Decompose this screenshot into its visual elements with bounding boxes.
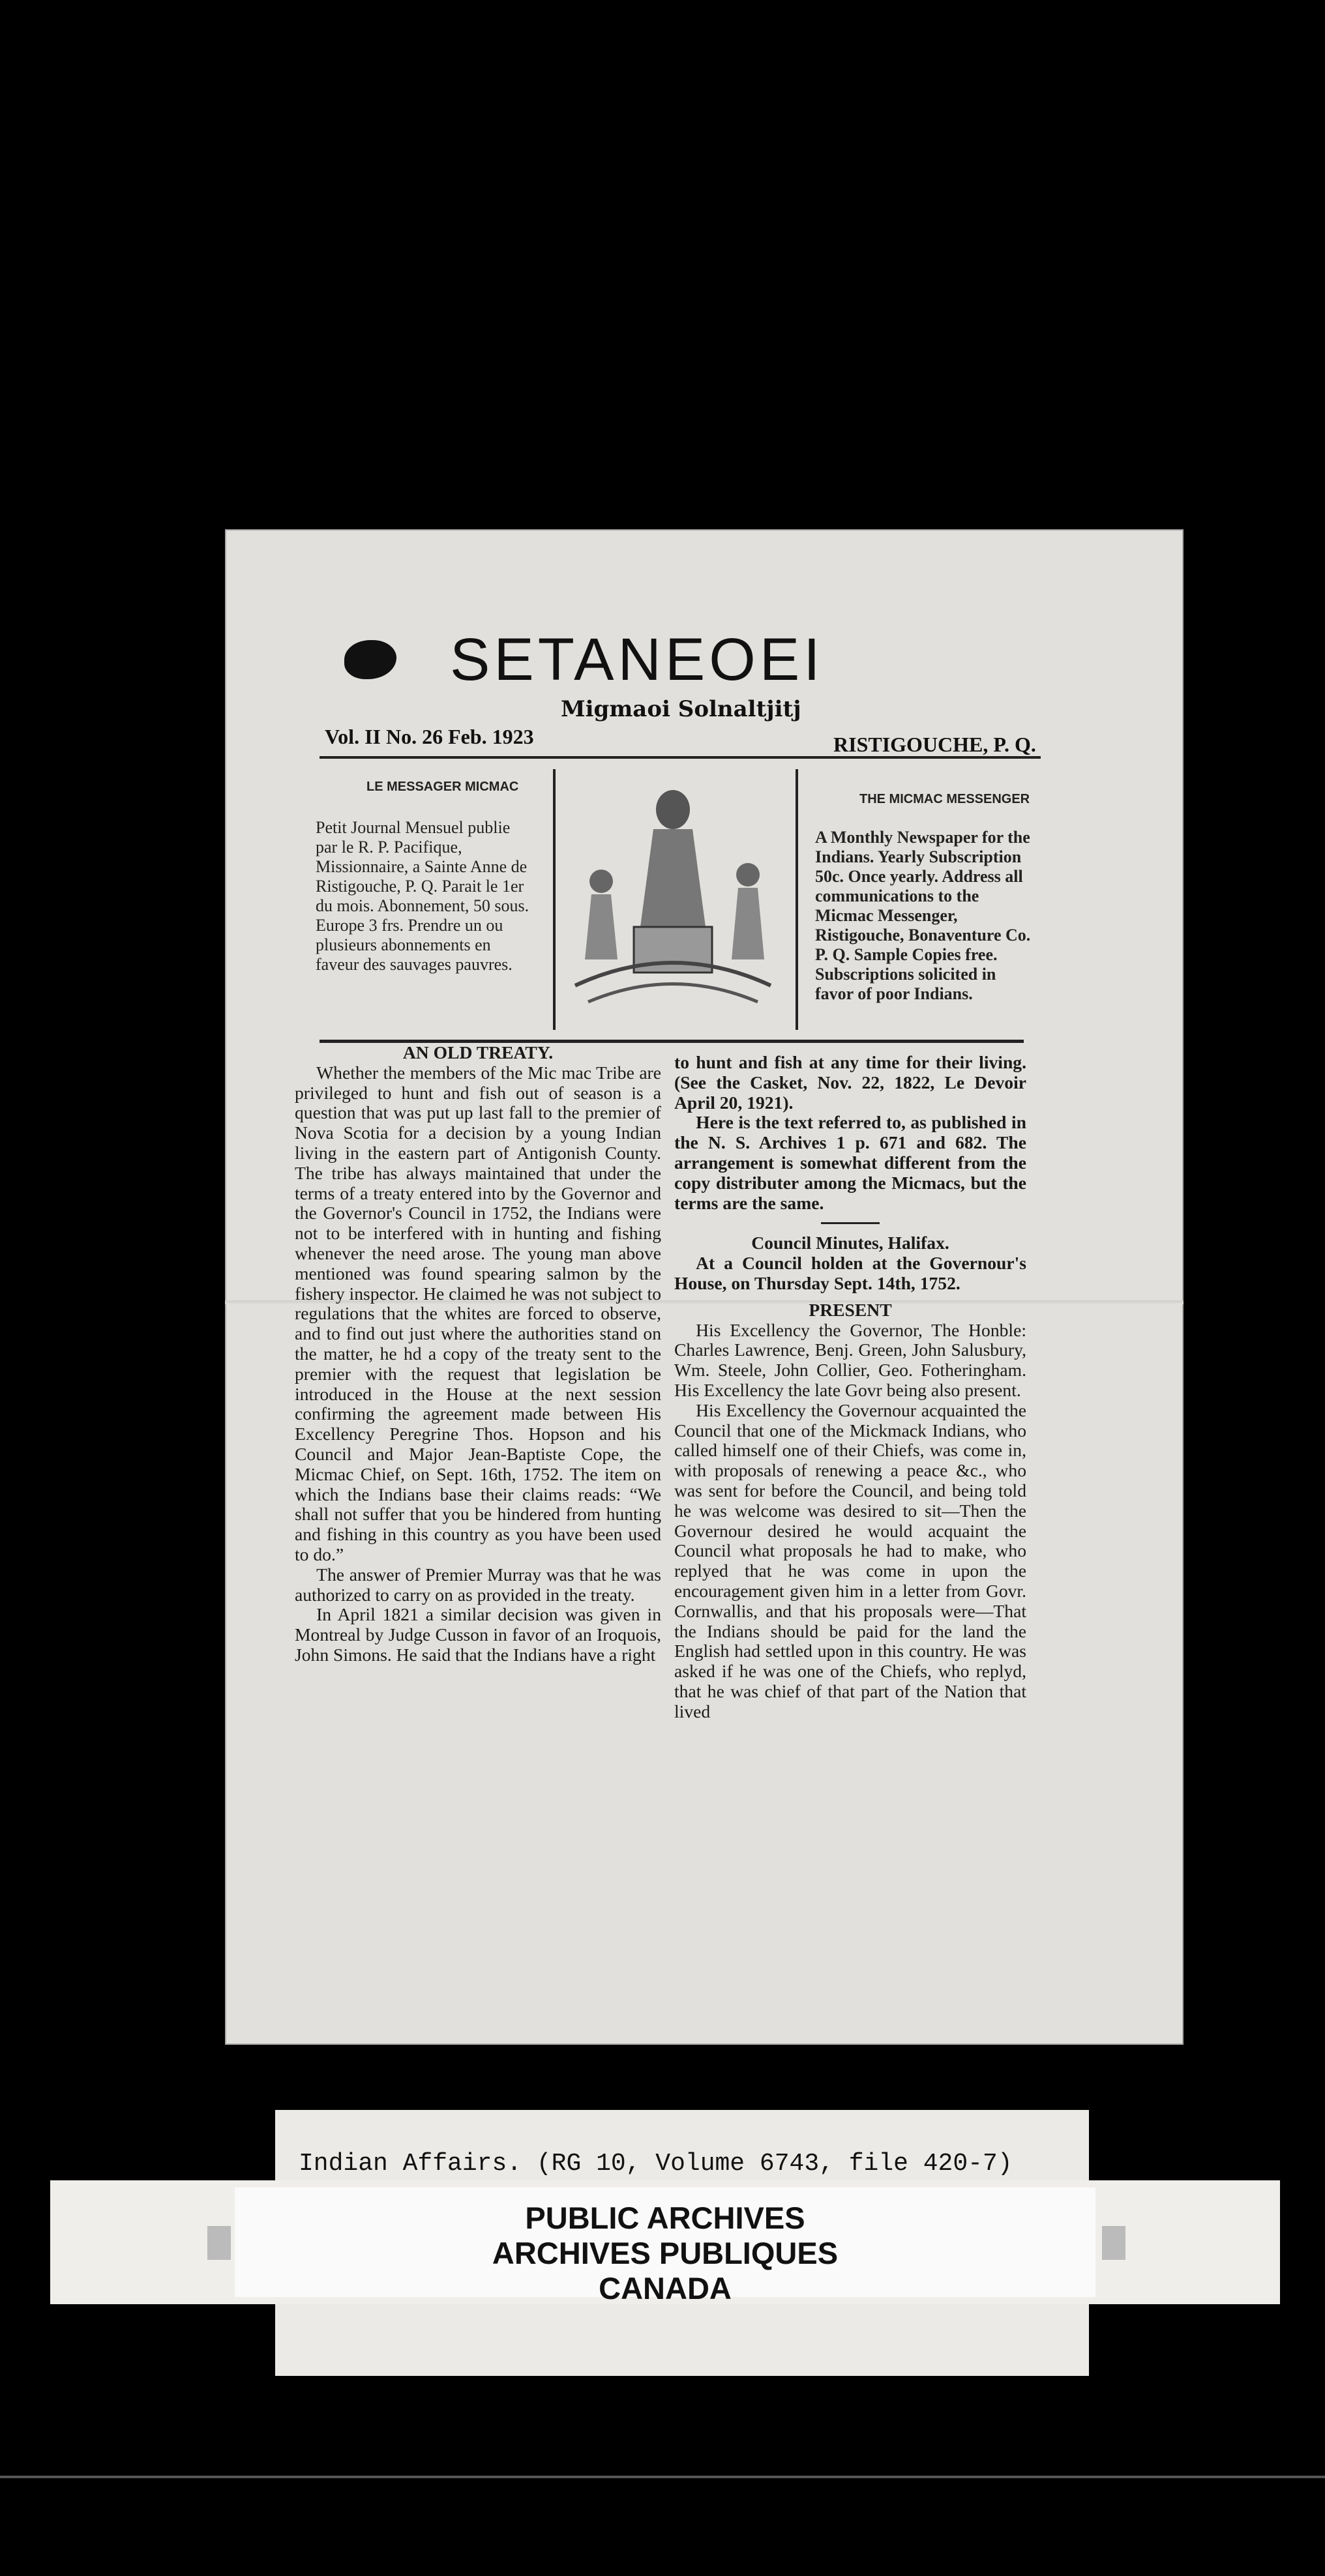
archive-line-1: PUBLIC ARCHIVES bbox=[525, 2201, 805, 2235]
present-title: PRESENT bbox=[809, 1299, 892, 1320]
article-column-2 bbox=[674, 1053, 1026, 1722]
archive-line-2: ARCHIVES PUBLIQUES bbox=[492, 2236, 839, 2270]
masthead-title: SETANEOEI bbox=[450, 626, 824, 693]
article-paragraph: His Excellency the Governour acquainted the Council that one of the Mickmack Indians, who called himself one of their Chiefs, was come in, with proposals of renewing a peace &c., who was sent for before the Council, and being told he was welcome was desired to sit—Then the Governour desired he would acquaint the Council what proposals he had to make, who replyed that he was come in upon the encouragement given him in a letter from Govr. Cornwallis, and that his proposals were—That the Indians should be paid for the land the English had settled upon in this country. He was asked if he was one of the Chiefs, who replyd, that he was chief of that part of the Nation that lived bbox=[674, 1399, 1026, 1721]
strip-tab-right bbox=[1102, 2226, 1125, 2260]
film-edge-line bbox=[0, 2476, 1325, 2478]
archive-line-3: CANADA bbox=[599, 2271, 732, 2305]
article-paragraph: At a Council holden at the Governour's House, on Thursday Sept. 14th, 1752. bbox=[674, 1253, 1026, 1293]
left-box-heading: LE MESSAGER MICMAC bbox=[366, 780, 519, 794]
right-box-heading: THE MICMAC MESSENGER bbox=[859, 792, 1030, 806]
strip-tab-left bbox=[207, 2226, 231, 2260]
article-paragraph: Whether the members of the Mic mac Tribe are privileged to hunt and fish out of season is a question that was put up last fall to the premier of Nova Scotia for a decision by a young Indian living in the eastern part of Antigonish County. The tribe has always maintained that under the terms of a treaty entered into by the Governor and the Governor's Council in 1752, the Indians were not to be interfered with in hunting and fishing whenever the need arose. The young man above mentioned was found spearing salmon by the fishery inspector. He claimed he was not subject to regulations that the whites are forced to observe, and to find out just where the authorities stand on the matter, he hd a copy of the treaty sent to the premier with the request that legislation be introduced in the House at the next session confirming the agreement made between His Excellency Peregrine Thos. Hopson and his Council and Major Jean-Baptiste Cope, the Micmac Chief, on Sept. 16th, 1752. The item on which the Indians base their claims reads: “We shall not suffer that you be hindered from hunting and fishing in this country as you have been used to do.” bbox=[295, 1062, 661, 1564]
right-box-text: A Monthly Newspaper for the Indians. Yearly Subscription 50c. Once yearly. Address all communications to the Micmac Messenger, Ristigouche, Bonaventure Co. P. Q. Sample Copies free. Subscriptions solicited in favor of poor Indians. bbox=[815, 828, 1031, 1003]
article-paragraph: In April 1821 a similar decision was given in Montreal by Judge Cusson in favor of an Iroquois, John Simons. He said that the Indians have a right bbox=[295, 1604, 661, 1665]
box-divider-right bbox=[796, 769, 798, 1030]
volume-info: Vol. II No. 26 Feb. 1923 bbox=[325, 725, 534, 748]
article-headline: AN OLD TREATY. bbox=[402, 1042, 554, 1062]
masthead-rule bbox=[320, 756, 1041, 759]
article-column-1 bbox=[295, 1043, 661, 1665]
archive-reference: Indian Affairs. (RG 10, Volume 6743, file 420-7) bbox=[299, 2150, 1013, 2178]
archive-name bbox=[365, 2201, 965, 2306]
place-info: RISTIGOUCHE, P. Q. bbox=[833, 733, 1036, 756]
box-divider-left bbox=[553, 769, 556, 1030]
article-paragraph: Here is the text referred to, as published in the N. S. Archives 1 p. 671 and 682. The arrangement is somewhat different from the copy distributer among the Micmacs, but the terms are the same. bbox=[674, 1112, 1026, 1213]
section-separator bbox=[821, 1222, 880, 1224]
article-paragraph: to hunt and fish at any time for their living. (See the Casket, Nov. 22, 1822, Le Devoir April 20, 1921). bbox=[674, 1052, 1026, 1113]
article-paragraph: His Excellency the Governor, The Honble: Charles Lawrence, Benj. Green, John Salusbury, Wm. Steele, John Collier, Geo. Fotheringham. His Excellency the late Govr being also present. bbox=[674, 1319, 1026, 1400]
minutes-title: Council Minutes, Halifax. bbox=[751, 1233, 949, 1253]
masthead-subtitle: Migmaoi Solnaltjitj bbox=[561, 696, 801, 722]
left-box-text: Petit Journal Mensuel publie par le R. P. Pacifique, Missionnaire, a Sainte Anne de Ristigouche, P. Q. Parait le 1er du mois. Abonnement, 50 sous. Europe 3 frs. Prendre un ou plusieurs abonnements en faveur des sauvages pauvres. bbox=[316, 818, 529, 974]
article-paragraph: The answer of Premier Murray was that he was authorized to carry on as provided in the treaty. bbox=[295, 1564, 661, 1605]
religious-emblem-illustration bbox=[562, 777, 784, 1025]
